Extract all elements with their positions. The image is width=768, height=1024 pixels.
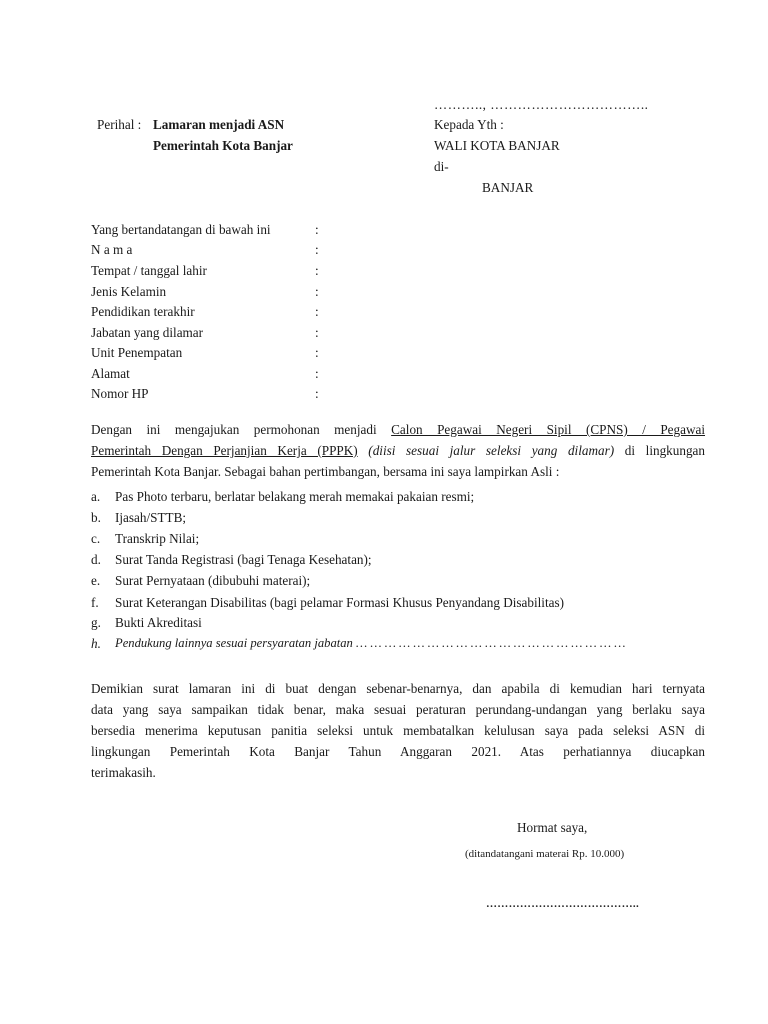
subject-line-1: Lamaran menjadi ASN xyxy=(153,117,285,132)
intro-colon: : xyxy=(315,222,319,237)
position-type-1: Calon Pegawai Negeri Sipil (CPNS) / Pegawai xyxy=(391,422,706,437)
request-lead: Dengan ini mengajukan permohonan menjadi xyxy=(91,422,377,437)
list-text: Surat Tanda Registrasi (bagi Tenaga Kesehatan); xyxy=(115,552,372,567)
field-nama xyxy=(91,242,331,262)
request-paragraph xyxy=(91,419,705,482)
list-text: Pendukung lainnya sesuai persyaratan jabatan … … … … … … … … … … … … … … … … … … … xyxy=(115,636,626,650)
closing-line: bersedia menerima keputusan panitia seleksi untuk membatalkan kelulusan saya pada seleksi ASN di xyxy=(91,723,705,738)
field-colon: : xyxy=(315,366,319,381)
intro-row xyxy=(91,222,331,242)
recipient-di: di- xyxy=(434,159,449,174)
field-label: N a m a xyxy=(91,242,133,257)
request-line-2 xyxy=(91,440,705,461)
field-colon: : xyxy=(315,242,319,257)
list-marker: f. xyxy=(91,595,99,610)
field-label: Pendidikan terakhir xyxy=(91,304,195,319)
list-text: Transkrip Nilai; xyxy=(115,531,200,546)
list-text: Pas Photo terbaru, berlatar belakang merah memakai pakaian resmi; xyxy=(115,489,475,504)
closing-line: lingkungan Pemerintah Kota Banjar Tahun Anggaran 2021. Atas perhatiannya diucapkan xyxy=(91,744,705,759)
field-label: Unit Penempatan xyxy=(91,345,183,360)
field-jabatan xyxy=(91,325,331,345)
list-marker: b. xyxy=(91,510,101,525)
recipient-greeting: Kepada Yth : xyxy=(434,117,504,132)
field-colon: : xyxy=(315,386,319,401)
signature-line: ………………………………….. xyxy=(486,898,639,910)
place-date-placeholder: ……….., …………………………….. xyxy=(434,97,649,112)
fill-instruction: (diisi sesuai jalur seleksi yang dilamar) xyxy=(368,443,615,458)
list-marker: e. xyxy=(91,573,101,588)
recipient-name: WALI KOTA BANJAR xyxy=(434,138,560,153)
field-label: Jenis Kelamin xyxy=(91,284,167,299)
list-text: Bukti Akreditasi xyxy=(115,615,202,630)
list-text: Surat Keterangan Disabilitas (bagi pelamar Formasi Khusus Penyandang Disabilitas) xyxy=(115,595,565,610)
field-label: Jabatan yang dilamar xyxy=(91,325,204,340)
recipient-city: BANJAR xyxy=(482,180,534,195)
request-tail: di lingkungan xyxy=(624,443,705,458)
list-marker: c. xyxy=(91,531,101,546)
list-text: Ijasah/STTB; xyxy=(115,510,187,525)
field-pendidikan xyxy=(91,304,331,324)
subject-line-2: Pemerintah Kota Banjar xyxy=(153,138,293,153)
field-jenis-kelamin xyxy=(91,284,331,304)
field-colon: : xyxy=(315,304,319,319)
closing-line: data yang saya sampaikan tidak benar, maka sesuai peraturan perundang-undangan yang berlaku saya xyxy=(91,702,705,717)
field-label: Nomor HP xyxy=(91,386,149,401)
closing-paragraph xyxy=(91,678,705,783)
closing-salutation: Hormat saya, xyxy=(517,820,588,835)
field-alamat xyxy=(91,366,331,386)
field-unit-penempatan xyxy=(91,345,331,365)
request-line-1 xyxy=(91,419,705,440)
field-colon: : xyxy=(315,284,319,299)
field-nomor-hp xyxy=(91,386,331,406)
list-marker: d. xyxy=(91,552,101,567)
closing-line: Demikian surat lamaran ini di buat dengan sebenar-benarnya, dan apabila di kemudian hari ternyata xyxy=(91,681,705,696)
field-colon: : xyxy=(315,345,319,360)
field-label: Alamat xyxy=(91,366,130,381)
closing-line: terimakasih. xyxy=(91,765,156,780)
field-label: Tempat / tanggal lahir xyxy=(91,263,207,278)
list-text: Surat Pernyataan (dibubuhi materai); xyxy=(115,573,311,588)
list-marker: a. xyxy=(91,489,101,504)
stamp-note: (ditandatangani materai Rp. 10.000) xyxy=(465,848,625,860)
list-marker: g. xyxy=(91,615,101,630)
intro-text: Yang bertandatangan di bawah ini xyxy=(91,222,271,237)
request-line-3: Pemerintah Kota Banjar. Sebagai bahan pertimbangan, bersama ini saya lampirkan Asli : xyxy=(91,464,560,479)
field-colon: : xyxy=(315,263,319,278)
field-tempat-tanggal-lahir xyxy=(91,263,331,283)
position-type-2: Pemerintah Dengan Perjanjian Kerja (PPPK) xyxy=(91,443,358,458)
field-colon: : xyxy=(315,325,319,340)
list-marker: h. xyxy=(91,636,101,651)
subject-label: Perihal : xyxy=(97,117,142,132)
